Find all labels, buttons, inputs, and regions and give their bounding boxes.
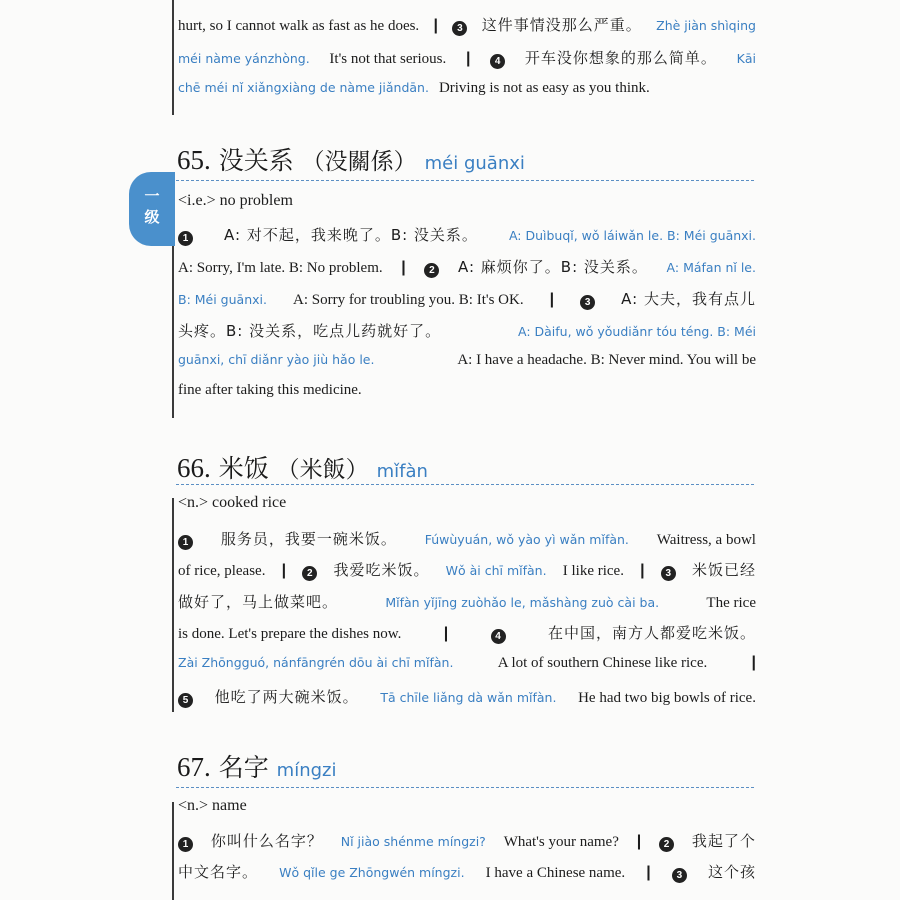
- separator: |: [640, 562, 645, 579]
- english-text: I have a Chinese name.: [485, 865, 626, 881]
- part-of-speech: <n.> name: [178, 797, 247, 814]
- english-text: Waitress, a bowl: [656, 532, 756, 548]
- example-number-badge: 3: [672, 868, 687, 883]
- entry-65-line-2: [178, 224, 756, 254]
- english-text: A: Sorry, I'm late. B: No problem.: [178, 260, 383, 276]
- pinyin-text: Wǒ ài chī mǐfàn.: [445, 563, 547, 578]
- chinese-text: 服务员，我要一碗米饭。: [220, 530, 397, 548]
- chinese-text: 在中国，南方人都爱吃米饭。: [547, 624, 756, 642]
- english-text: Driving is not as easy as you think.: [438, 80, 650, 96]
- separator: |: [465, 50, 471, 67]
- pinyin-text: Zhè jiàn shìqing: [656, 18, 756, 33]
- chinese-text: 头疼。B: 没关系，吃点儿药就好了。: [178, 322, 442, 340]
- entry-66-line-6: [178, 654, 756, 684]
- entry-65-line-1: [178, 192, 756, 222]
- pinyin-text: Zài Zhōngguó, nánfāngrén dōu ài chī mǐfàn.: [178, 655, 454, 670]
- entry-65-title: [177, 141, 525, 177]
- entry-67-line-1: [178, 797, 756, 827]
- pinyin-text: Nǐ jiào shénme míngzi?: [340, 834, 486, 849]
- chinese-text: 我起了个: [691, 832, 756, 850]
- headword-traditional: （米飯）: [276, 457, 369, 483]
- english-text: I like rice.: [562, 563, 624, 579]
- entry-67-line-2: [178, 830, 756, 860]
- entry-65-line-6: [178, 352, 756, 382]
- example-number-badge: 2: [424, 263, 439, 278]
- entry-number: 67.: [177, 752, 211, 782]
- example-number-badge: 4: [491, 629, 506, 644]
- entry-64-line-3: [178, 80, 756, 110]
- separator: |: [281, 562, 287, 579]
- chinese-text: 你叫什么名字？: [210, 832, 323, 850]
- example-number-badge: 3: [452, 21, 467, 36]
- chinese-text: 米饭已经: [691, 561, 756, 579]
- english-text: of rice, please.: [178, 563, 266, 579]
- pinyin-text: Wǒ qǐle ge Zhōngwén míngzi.: [279, 865, 465, 880]
- english-text: What's your name?: [503, 834, 619, 850]
- entry-67-line-3: [178, 861, 756, 891]
- example-number-badge: 3: [661, 566, 676, 581]
- pinyin-text: guānxi, chī diǎnr yào jiù hǎo le.: [178, 352, 375, 367]
- separator: |: [751, 654, 756, 671]
- entry-65-line-3: [178, 256, 756, 286]
- english-text: hurt, so I cannot walk as fast as he does.: [178, 18, 420, 34]
- entry-66-line-3: [178, 559, 756, 589]
- pinyin-text: Kāi: [736, 51, 756, 66]
- level-tab: 一级: [129, 172, 175, 246]
- english-text: A lot of southern Chinese like rice.: [497, 655, 708, 671]
- pinyin-text: méi nàme yánzhòng.: [178, 51, 310, 66]
- separator: |: [549, 291, 555, 308]
- entry-66-title: [177, 449, 428, 485]
- entry-number: 65.: [177, 145, 211, 175]
- english-text: A: I have a headache. B: Never mind. You will be: [457, 352, 756, 368]
- example-number-badge: 4: [490, 54, 505, 69]
- part-of-speech: <i.e.> no problem: [178, 192, 293, 209]
- pinyin-text: Mǐfàn yǐjīng zuòhǎo le, mǎshàng zuò cài ba.: [385, 595, 660, 610]
- chinese-text: 做好了，马上做菜吧。: [178, 593, 339, 611]
- entry-67-title: [177, 748, 337, 784]
- chinese-text: A: 麻烦你了。B: 没关系。: [457, 258, 648, 276]
- chinese-text: 这个孩: [707, 863, 756, 881]
- entry-66-line-7: [178, 686, 756, 716]
- chinese-text: A: 对不起，我来晚了。B: 没关系。: [224, 226, 478, 244]
- english-text: He had two big bowls of rice.: [578, 690, 756, 706]
- example-number-badge: 5: [178, 693, 193, 708]
- english-text: A: Sorry for troubling you. B: It's OK.: [292, 292, 524, 308]
- chinese-text: 我爱吃米饭。: [333, 561, 430, 579]
- example-number-badge: 1: [178, 535, 193, 550]
- example-number-badge: 2: [659, 837, 674, 852]
- example-number-badge: 1: [178, 837, 193, 852]
- pinyin-text: Tā chīle liǎng dà wǎn mǐfàn.: [380, 690, 557, 705]
- headword-pinyin: míngzi: [276, 760, 337, 781]
- entry-64-line-1: [178, 14, 756, 44]
- headword-pinyin: mǐfàn: [376, 461, 428, 482]
- separator: |: [646, 864, 651, 881]
- entry-65-line-5: [178, 320, 756, 350]
- entry-66-line-2: [178, 528, 756, 558]
- separator: |: [636, 833, 642, 850]
- entry-66-line-1: [178, 494, 756, 524]
- headword-simplified: 名字: [218, 753, 269, 782]
- entry-divider: [176, 180, 754, 181]
- headword-simplified: 米饭: [218, 454, 269, 483]
- separator: |: [443, 625, 449, 642]
- headword-pinyin: méi guānxi: [424, 153, 525, 174]
- entry-65-line-7: [178, 382, 756, 412]
- headword-simplified: 没关系: [218, 146, 294, 175]
- entry-divider: [176, 787, 754, 788]
- entry-divider: [176, 484, 754, 485]
- part-of-speech: <n.> cooked rice: [178, 494, 287, 511]
- pinyin-text: A: Duìbuqǐ, wǒ láiwǎn le. B: Méi guānxi.: [508, 228, 756, 243]
- pinyin-text: A: Máfan nǐ le.: [666, 260, 756, 275]
- pinyin-text: B: Méi guānxi.: [178, 292, 267, 307]
- chinese-text: 中文名字。: [178, 863, 259, 881]
- example-number-badge: 3: [580, 295, 595, 310]
- pinyin-text: chē méi nǐ xiǎngxiàng de nàme jiǎndān.: [178, 80, 429, 95]
- entry-number: 66.: [177, 453, 211, 483]
- english-text: The rice: [706, 595, 756, 611]
- entry-66-line-4: [178, 591, 756, 621]
- chinese-text: 他吃了两大碗米饭。: [214, 688, 359, 706]
- entry-65-line-4: [178, 288, 756, 318]
- chinese-text: 这件事情没那么严重。: [481, 16, 642, 34]
- pinyin-text: Fúwùyuán, wǒ yào yì wǎn mǐfàn.: [424, 532, 629, 547]
- english-text: fine after taking this medicine.: [178, 382, 362, 398]
- example-number-badge: 1: [178, 231, 193, 246]
- entry-66-line-5: [178, 622, 756, 652]
- english-text: It's not that serious.: [329, 51, 447, 67]
- example-number-badge: 2: [302, 566, 317, 581]
- english-text: is done. Let's prepare the dishes now.: [178, 626, 402, 642]
- chinese-text: 开车没你想象的那么简单。: [524, 49, 717, 67]
- headword-traditional: （没關係）: [301, 149, 417, 175]
- separator: |: [433, 17, 439, 34]
- chinese-text: A: 大夫，我有点儿: [621, 290, 756, 308]
- separator: |: [401, 259, 406, 276]
- entry-64-line-2: [178, 47, 756, 77]
- pinyin-text: A: Dàifu, wǒ yǒudiǎnr tóu téng. B: Méi: [517, 324, 756, 339]
